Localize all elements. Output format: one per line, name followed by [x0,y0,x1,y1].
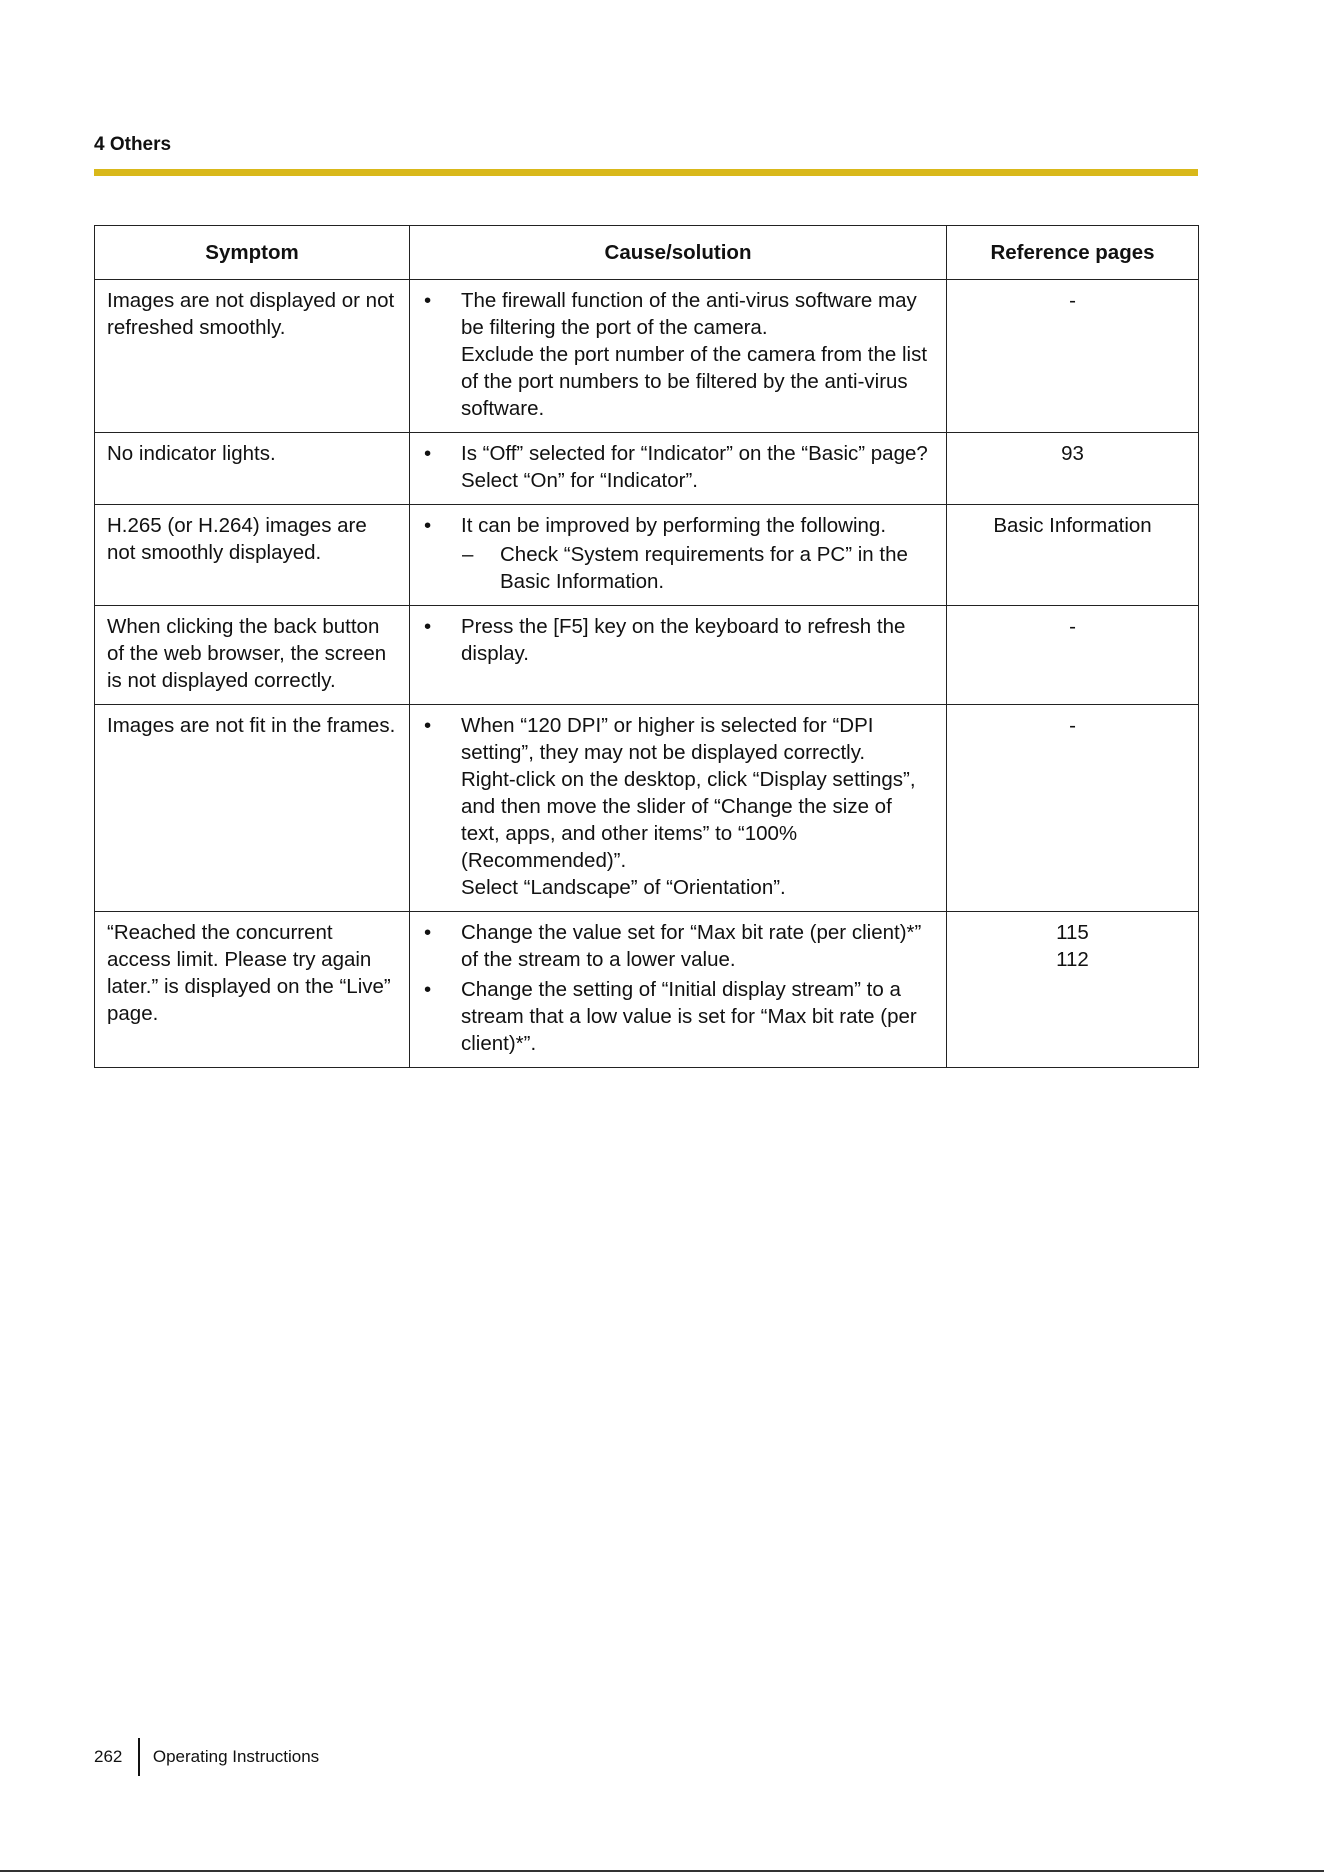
chapter-title: 4 Others [94,134,172,155]
reference-value: - [1069,714,1076,737]
cause-solution-cell [410,505,947,606]
dash-icon: – [462,543,474,566]
bullet-icon: • [424,514,432,537]
bullet-item [422,613,934,667]
table-row [95,505,1199,606]
column-header-reference-pages: Reference pages [947,226,1199,280]
symptom-cell: Images are not fit in the frames. [95,705,410,912]
bullet-icon: • [424,978,432,1001]
header-rule [94,169,1198,176]
troubleshooting-table [94,225,1199,1068]
table-row [95,433,1199,505]
cause-text: Is “Off” selected for “Indicator” on the “Basic” page? [461,442,928,465]
reference-value: - [1069,615,1076,638]
cause-text: The firewall function of the anti-virus software may be filtering the port of the camera. [461,289,917,339]
symptom-cell: Images are not displayed or not refreshed smoothly. [95,280,410,433]
solution-text: Right-click on the desktop, click “Display settings”, and then move the slider of “Change the size of text, apps, and other items” to “100% (Recommended)”. [461,768,916,872]
column-header-symptom: Symptom [95,226,410,280]
bullet-icon: • [424,442,432,465]
reference-value: 115 [1056,921,1089,944]
bullet-icon: • [424,714,432,737]
bullet-item [422,287,934,422]
table-header-row [95,226,1199,280]
reference-value: - [1069,289,1076,312]
cause-solution-cell [410,705,947,912]
cause-solution-cell [410,280,947,433]
solution-text: Select “On” for “Indicator”. [461,469,698,492]
bullet-icon: • [424,615,432,638]
cause-text: When “120 DPI” or higher is selected for “DPI setting”, they may not be displayed correctly. [461,714,874,764]
column-header-cause-solution: Cause/solution [410,226,947,280]
reference-cell [947,505,1199,606]
table-row [95,912,1199,1068]
cause-text: Press the [F5] key on the keyboard to refresh the display. [461,615,906,665]
cause-text: Change the value set for “Max bit rate (per client)*” of the stream to a lower value. [461,921,922,971]
solution-text: Exclude the port number of the camera from the list of the port numbers to be filtered by the anti-virus software. [461,343,928,420]
sub-item [461,541,934,595]
table-row [95,606,1199,705]
bullet-item [422,712,934,901]
symptom-cell: No indicator lights. [95,433,410,505]
bullet-item [422,512,934,595]
sub-item-text: Check “System requirements for a PC” in the Basic Information. [500,543,908,593]
page-footer [94,1738,319,1776]
symptom-cell: When clicking the back button of the web browser, the screen is not displayed correctly. [95,606,410,705]
bullet-icon: • [424,921,432,944]
bullet-item [422,919,934,973]
table-row [95,280,1199,433]
table-row [95,705,1199,912]
reference-cell [947,912,1199,1068]
symptom-cell: H.265 (or H.264) images are not smoothly displayed. [95,505,410,606]
bullet-item [422,976,934,1057]
cause-solution-cell [410,606,947,705]
document-title: Operating Instructions [152,1747,320,1766]
bullet-icon: • [424,289,432,312]
page-number: 262 [94,1747,123,1766]
cause-solution-cell [410,433,947,505]
cause-solution-cell [410,912,947,1068]
bullet-item [422,440,934,494]
reference-value: 112 [1056,948,1089,971]
solution-text: Select “Landscape” of “Orientation”. [461,876,786,899]
reference-cell [947,705,1199,912]
cause-text: Change the setting of “Initial display stream” to a stream that a low value is set for “Max bit rate (per client)*”. [461,978,917,1055]
symptom-cell: “Reached the concurrent access limit. Please try again later.” is displayed on the “Live” page. [95,912,410,1068]
reference-cell [947,606,1199,705]
reference-value: Basic Information [993,514,1152,537]
cause-text: It can be improved by performing the following. [461,514,887,537]
reference-cell [947,280,1199,433]
reference-cell [947,433,1199,505]
reference-value: 93 [1061,442,1084,465]
